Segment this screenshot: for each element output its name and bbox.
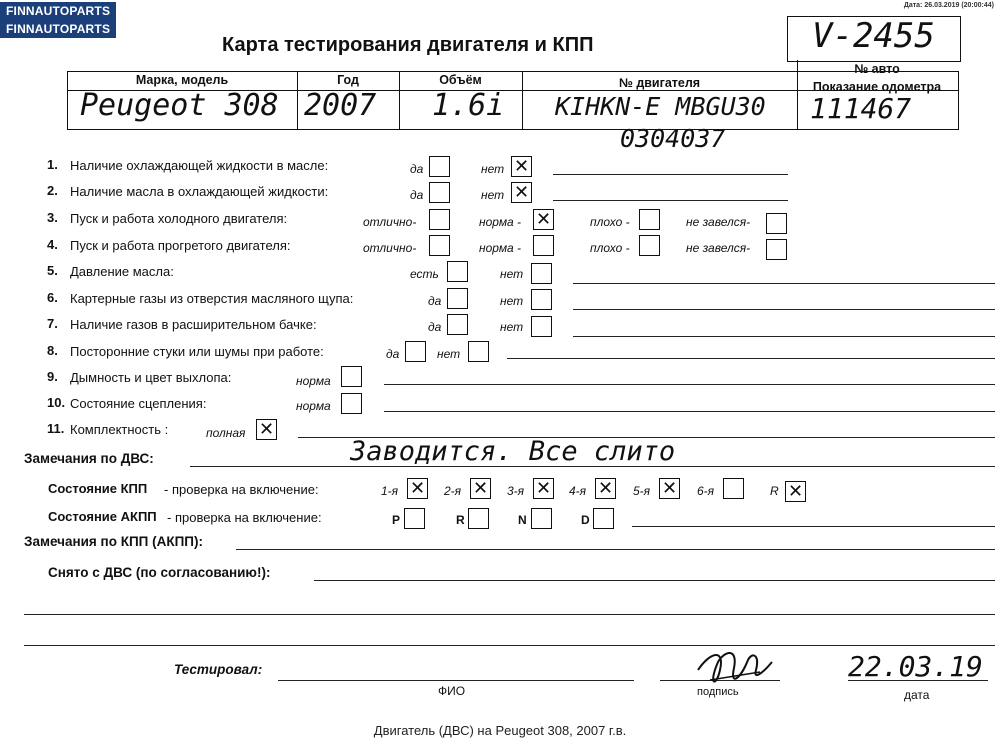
item3-normal-checkbox[interactable]: ✕ — [533, 209, 554, 230]
tested-label: Тестировал: — [174, 662, 263, 677]
kpp-label: Состояние КПП — [48, 481, 148, 496]
item-label: Дымность и цвет выхлопа: — [70, 370, 232, 385]
gear-3-checkbox[interactable]: ✕ — [533, 478, 554, 499]
header-car-no: № авто — [854, 62, 900, 76]
akpp-p-checkbox[interactable] — [404, 508, 425, 529]
item10-normal-checkbox[interactable] — [341, 393, 362, 414]
item-number: 9. — [47, 369, 58, 384]
option-label: полная — [206, 426, 246, 440]
option-label: нет — [437, 347, 461, 361]
option-label: отлично- — [363, 241, 417, 255]
notes-line — [632, 526, 995, 527]
item3-bad-checkbox[interactable] — [639, 209, 660, 230]
item-label: Посторонние стуки или шумы при работе: — [70, 344, 324, 359]
gear-4-checkbox[interactable]: ✕ — [595, 478, 616, 499]
fio-label: ФИО — [438, 684, 466, 698]
akpp-r-checkbox[interactable] — [468, 508, 489, 529]
gear-2-checkbox[interactable]: ✕ — [470, 478, 491, 499]
item4-normal-checkbox[interactable] — [533, 235, 554, 256]
option-label: нет — [500, 320, 524, 334]
gear-label: 5-я — [633, 484, 651, 498]
akpp-d-checkbox[interactable] — [593, 508, 614, 529]
item11-complete-checkbox[interactable]: ✕ — [256, 419, 277, 440]
item-number: 5. — [47, 263, 58, 278]
gear-6-checkbox[interactable] — [723, 478, 744, 499]
item6-yes-checkbox[interactable] — [447, 288, 468, 309]
item4-not-started-checkbox[interactable] — [766, 239, 787, 260]
item9-normal-checkbox[interactable] — [341, 366, 362, 387]
header-odometer: Показание одометра — [812, 80, 942, 94]
option-label: нет — [500, 267, 524, 281]
gear-1-checkbox[interactable]: ✕ — [407, 478, 428, 499]
option-label: нет — [481, 162, 505, 176]
notes-line — [553, 174, 788, 175]
notes-line — [573, 309, 995, 310]
item-label: Наличие газов в расширительном бачке: — [70, 317, 317, 332]
removed-label: Снято с ДВС (по согласованию!): — [48, 565, 271, 580]
option-label: нет — [500, 294, 524, 308]
item-number: 11. — [47, 421, 65, 436]
item-label: Картерные газы из отверстия масляного щупа: — [70, 291, 354, 306]
signature-label: подпись — [697, 686, 739, 698]
header-engine-no: № двигателя — [618, 76, 701, 90]
item1-no-checkbox[interactable]: ✕ — [511, 156, 532, 177]
akpp-label: Состояние АКПП — [48, 509, 157, 524]
item-number: 6. — [47, 290, 58, 305]
item-label: Наличие охлаждающей жидкости в масле: — [70, 158, 329, 173]
option-label: плохо - — [590, 241, 630, 255]
item-number: 10. — [47, 395, 66, 410]
item4-excellent-checkbox[interactable] — [429, 235, 450, 256]
removed-line — [24, 614, 995, 615]
option-label: нет — [481, 188, 505, 202]
header-volume: Объём — [439, 73, 482, 87]
item7-yes-checkbox[interactable] — [447, 314, 468, 335]
image-caption: Двигатель (ДВС) на Peugeot 308, 2007 г.в. — [373, 723, 627, 738]
option-label: не завелся- — [686, 215, 751, 229]
notes-line — [384, 411, 995, 412]
gear-label: 4-я — [569, 484, 587, 498]
notes-line — [573, 283, 995, 284]
option-label: да — [410, 188, 424, 202]
item-number: 1. — [47, 157, 58, 172]
gear-label: 3-я — [507, 484, 525, 498]
watermark-logo: FINNAUTOPARTS — [0, 2, 116, 20]
gear-5-checkbox[interactable]: ✕ — [659, 478, 680, 499]
removed-line — [24, 645, 995, 646]
item-number: 2. — [47, 183, 58, 198]
kpp-sub: - проверка на включение: — [164, 482, 319, 497]
gear-label: 6-я — [697, 484, 715, 498]
item7-no-checkbox[interactable] — [531, 316, 552, 337]
item-label: Пуск и работа прогретого двигателя: — [70, 238, 291, 253]
option-label: есть — [410, 267, 439, 281]
print-date: Дата: 26.03.2019 (20:00:44) — [903, 2, 994, 9]
year-value: 2007 — [304, 88, 377, 123]
item-number: 8. — [47, 343, 58, 358]
engine-number-value-2: 0304037 — [620, 124, 726, 153]
item8-yes-checkbox[interactable] — [405, 341, 426, 362]
item1-yes-checkbox[interactable] — [429, 156, 450, 177]
option-label: норма - — [479, 241, 522, 255]
notes-line — [553, 200, 788, 201]
akpp-sub: - проверка на включение: — [167, 510, 322, 525]
volume-value: 1.6i — [432, 88, 505, 123]
form-title: Карта тестирования двигателя и КПП — [222, 34, 594, 56]
engine-remarks-label: Замечания по ДВС: — [24, 451, 154, 466]
akpp-mode-label: R — [456, 513, 465, 527]
gear-label: 2-я — [444, 484, 462, 498]
option-label: да — [428, 320, 442, 334]
item2-yes-checkbox[interactable] — [429, 182, 450, 203]
item-label: Пуск и работа холодного двигателя: — [70, 211, 288, 226]
header-year: Год — [337, 73, 359, 87]
item5-no-checkbox[interactable] — [531, 263, 552, 284]
item8-no-checkbox[interactable] — [468, 341, 489, 362]
watermark-logo: FINNAUTOPARTS — [0, 20, 116, 38]
item-label: Комплектность : — [70, 422, 169, 437]
gear-label: R — [770, 484, 779, 498]
option-label: да — [428, 294, 442, 308]
notes-line — [573, 336, 995, 337]
item-label: Состояние сцепления: — [70, 396, 207, 411]
option-label: да — [410, 162, 424, 176]
akpp-mode-label: N — [518, 513, 527, 527]
item-label: Наличие масла в охлаждающей жидкости: — [70, 184, 329, 199]
item-number: 7. — [47, 316, 58, 331]
kpp-remarks-label: Замечания по КПП (АКПП): — [24, 534, 203, 549]
gear-label: 1-я — [381, 484, 399, 498]
akpp-mode-label: P — [392, 513, 401, 527]
odometer-value: 111467 — [810, 92, 912, 125]
test-date-value: 22.03.19 — [848, 650, 983, 683]
kpp-remarks-line — [236, 549, 995, 550]
notes-line — [507, 358, 995, 359]
item5-yes-checkbox[interactable] — [447, 261, 468, 282]
option-label: отлично- — [363, 215, 417, 229]
akpp-n-checkbox[interactable] — [531, 508, 552, 529]
model-value: Peugeot 308 — [80, 88, 279, 123]
item-number: 4. — [47, 237, 58, 252]
option-label: да — [386, 347, 400, 361]
option-label: не завелся- — [686, 241, 751, 255]
item6-no-checkbox[interactable] — [531, 289, 552, 310]
akpp-mode-label: D — [581, 513, 590, 527]
option-label: норма — [296, 374, 331, 388]
removed-line — [314, 580, 995, 581]
item4-bad-checkbox[interactable] — [639, 235, 660, 256]
item-label: Давление масла: — [70, 264, 174, 279]
signature-mark — [690, 640, 785, 695]
car-number-value: V-2455 — [812, 16, 935, 56]
item2-no-checkbox[interactable]: ✕ — [511, 182, 532, 203]
engine-remarks-value: Заводится. Все слито — [350, 436, 676, 467]
item3-not-started-checkbox[interactable] — [766, 213, 787, 234]
item-number: 3. — [47, 210, 58, 225]
header-model: Марка, модель — [135, 73, 229, 87]
notes-line — [384, 384, 995, 385]
date-label: дата — [904, 688, 930, 702]
fio-line — [278, 680, 634, 681]
item3-excellent-checkbox[interactable] — [429, 209, 450, 230]
option-label: норма - — [479, 215, 522, 229]
gear-r-checkbox[interactable]: ✕ — [785, 481, 806, 502]
option-label: плохо - — [590, 215, 630, 229]
engine-number-value: KIHKN-E MBGU30 — [555, 92, 766, 121]
option-label: норма — [296, 399, 331, 413]
